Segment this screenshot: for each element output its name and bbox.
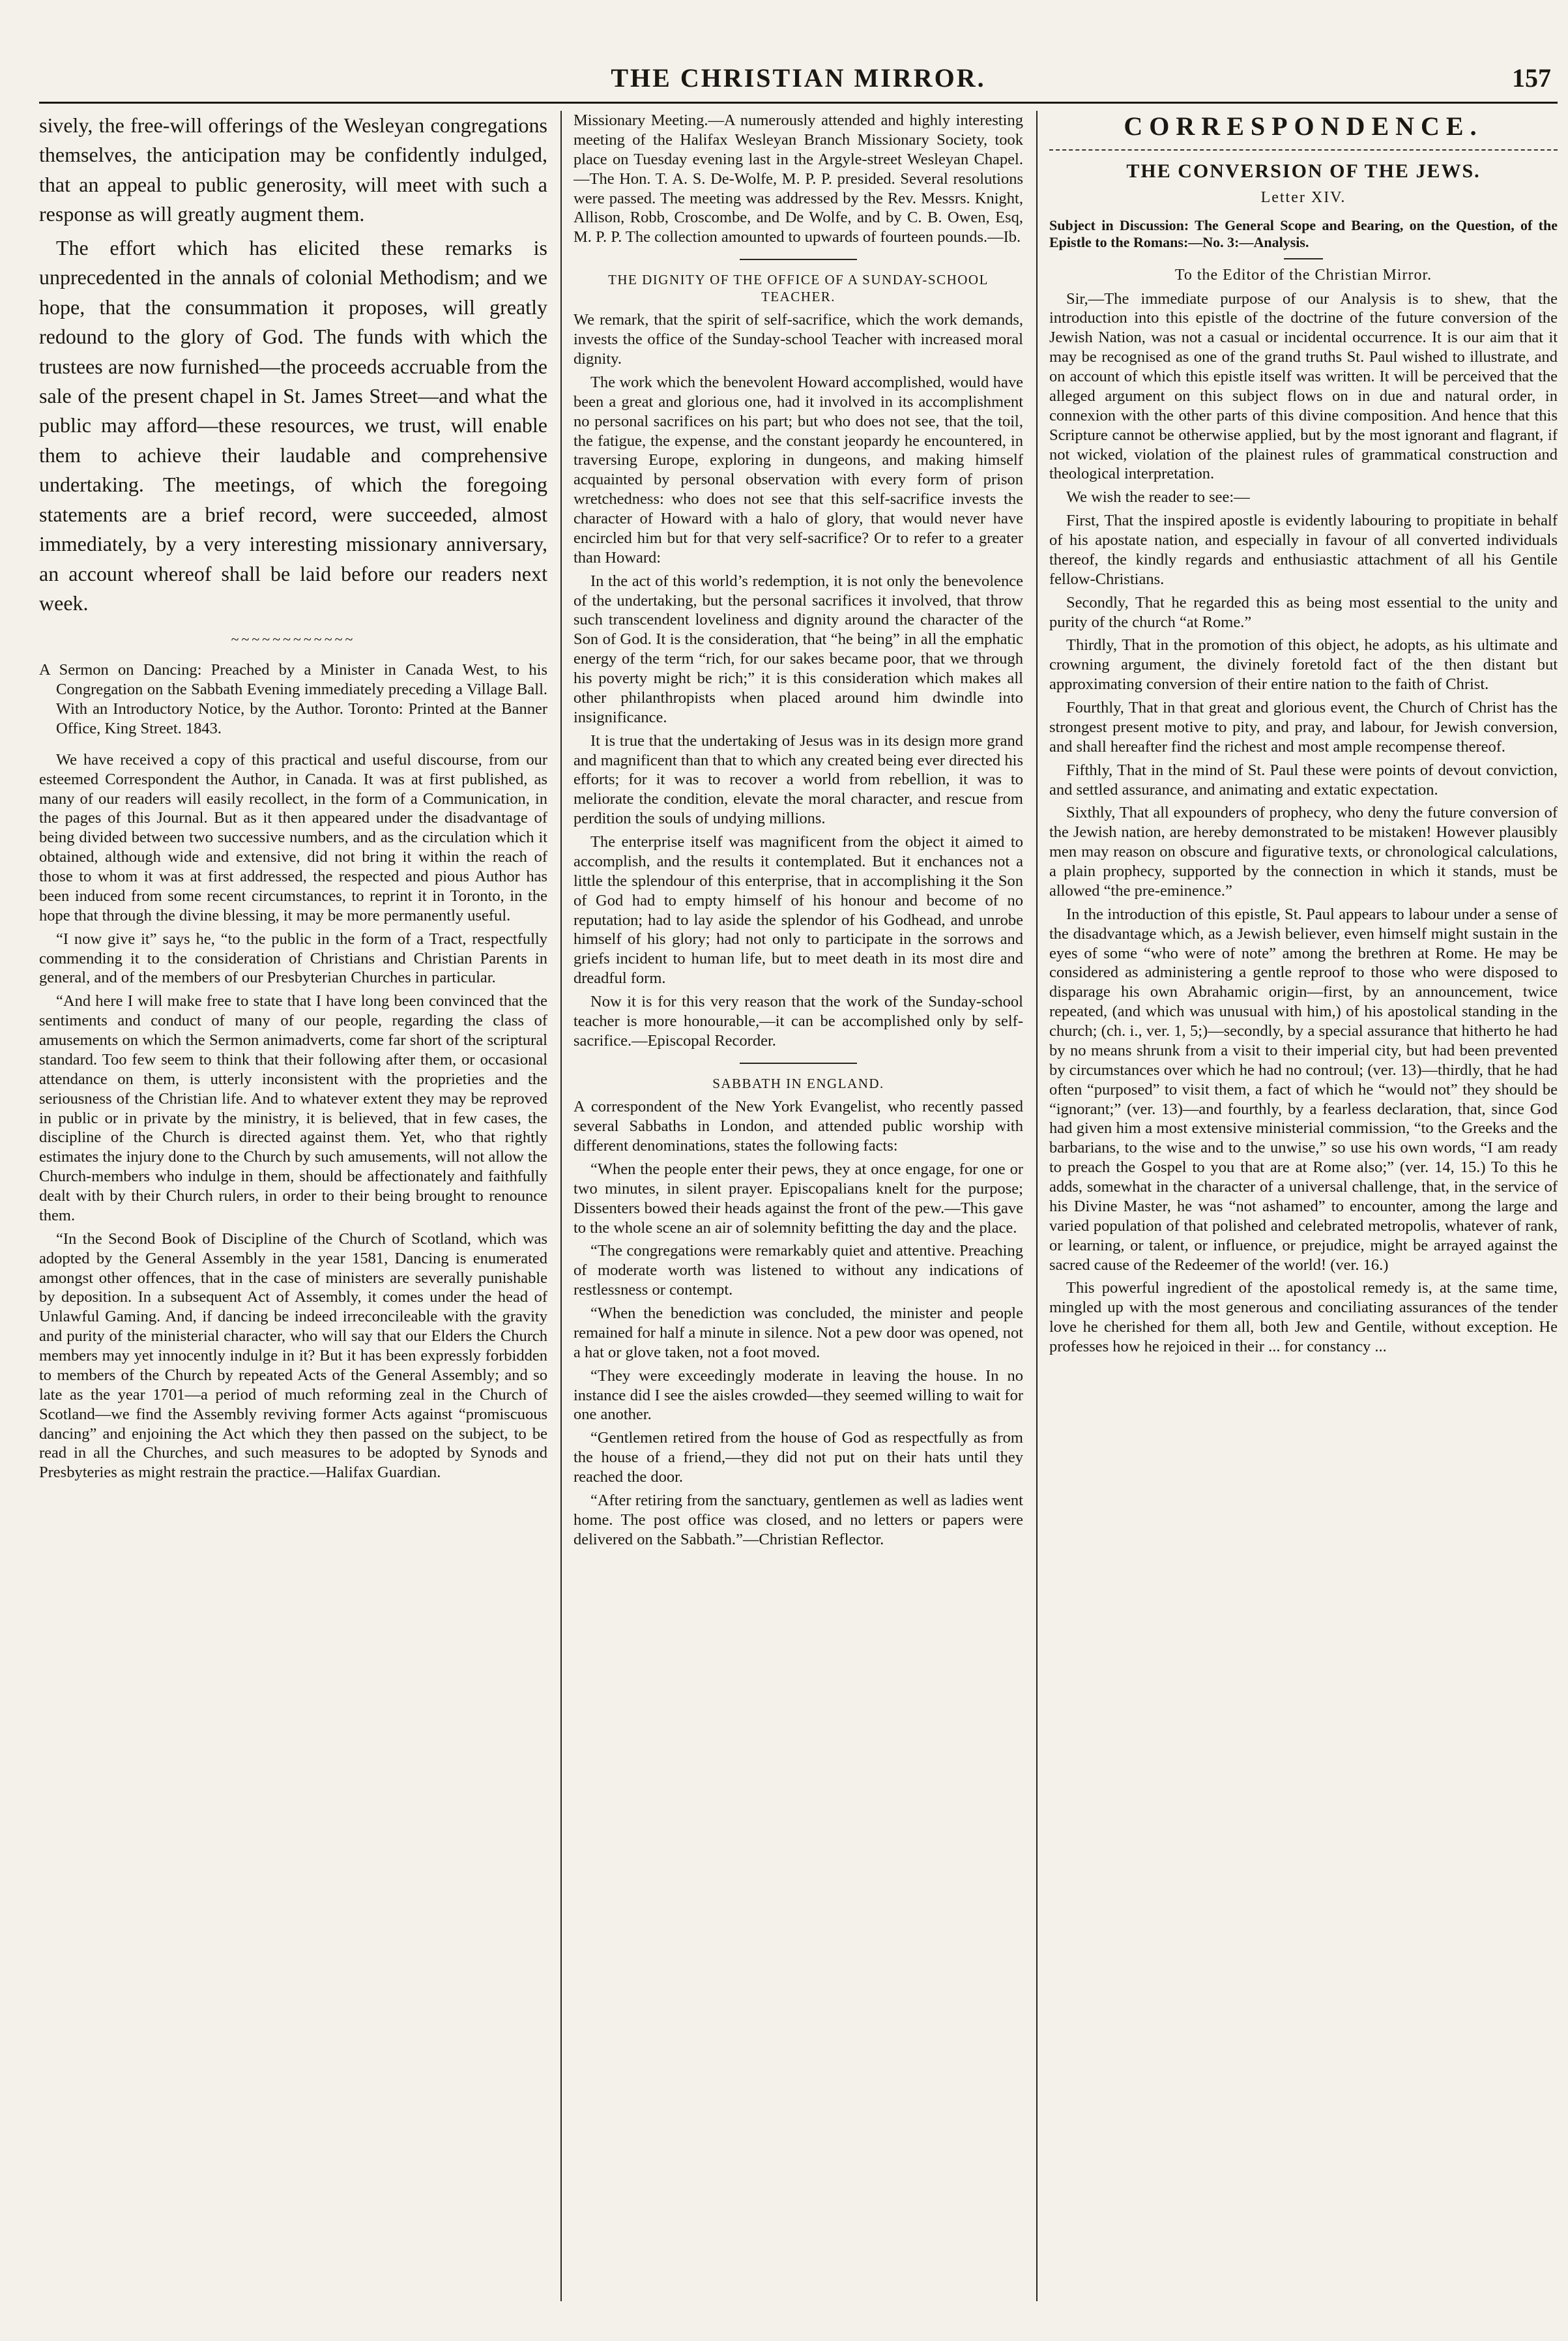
paragraph: In the introduction of this epistle, St. Paul appears to labour under a sense of the disadvantage which, as a Jewish believer, even himself might sustain in the eyes of some “who were of note” among the brethren at Rome. He may be considered as administering a gentle reproof to those who were disposed to disparage his own Abrahamic origin—first, by an announcement, twice repeated, (and which was unusual with him,) of his apostolical standing in the church; (ch. i., ver. 1, 5;)—secondly, by a special assurance that hitherto he had by no means shrunk from a visit to their imperial city, but had been prevented by circumstances over which he had no controul; (ver. 13)—thirdly, that he had often “purposed” to visit them, a fact of which he “would not” they should be “ignorant;” (ver. 13)—and fourthly, by a fearless declaration, that, since God had given him a most extensive ministerial commission, “to the Greeks and the barbarians, to the wise and to the unwise,” so use his own words, “I am ready to preach the Gospel to you that are at Rome also;” (ver. 14, 15.) To this he adds, somewhat in the character of a universal challenge, that, in the service of his Divine Master, he was “not ashamed” to encounter, among the large and varied population of that polished and celebrated metropolis, whatever of rank, or learning, or talent, or influence, or prejudice, might be arrayed against the sacred cause of the Redeemer of the world! (ver. 16.): [1049, 905, 1558, 1274]
paragraph: The work which the benevolent Howard accomplished, would have been a great and glorious one, had it involved in its accomplishment no personal sacrifices on his part; but who does not see, that the toil, the fatigue, the expense, and the constant jeopardy he encountered, in traversing Europe, exploring in dungeons, and making himself acquainted by personal observation with every form of prison wretchedness: who does not see that this self-sacrifice invests the character of Howard with a halo of glory, that would never have encircled him but for that very self-sacrifice? Or to refer to a greater than Howard:: [573, 373, 1023, 567]
paragraph: Thirdly, That in the promotion of this object, he adopts, as his ultimate and crowning argument, the divinely foretold fact of the then distant but approximating conversion of their entire nation to the faith of Christ.: [1049, 636, 1558, 694]
letter-title: THE CONVERSION OF THE JEWS.: [1126, 160, 1481, 182]
missionary-meeting-notice: Missionary Meeting.—A numerously attended and highly interesting meeting of the Halifax Wesleyan Branch Missionary Society, took place on Tuesday evening last in the Argyle-street Wesleyan Chapel.—The Hon. T. A. S. De-Wolfe, M. P. P. presided. Several resolutions were passed. The meeting was addressed by the Rev. Messrs. Knight, Allison, Robb, Croscombe, and De Wolfe, and by C. B. Owen, Esq, M. P. P. The collection amounted to upwards of fourteen pounds.—Ib.: [573, 111, 1023, 246]
paragraph: “After retiring from the sanctuary, gentlemen as well as ladies went home. The post office was closed, and no letters or papers were delivered on the Sabbath.”—Christian Reflector.: [573, 1491, 1023, 1548]
paragraph: Sixthly, That all expounders of prophecy, who deny the future conversion of the Jewish nation, are hereby demonstrated to be mistaken! However plausibly men may reason on obscure and figurative texts, or chronological calculations, a plain prophecy, supported by the connection in which it stands, must be allowed “the pre-eminence.”: [1049, 804, 1558, 900]
section-title: CORRESPONDENCE.: [1049, 111, 1558, 151]
paragraph: We have received a copy of this practical and useful discourse, from our esteemed Correspondent the Author, in Canada. It was at first published, as many of our readers will easily recollect, in the form of a Communication, in the pages of this Journal. But as it then appeared under the disadvantage of being divided between two successive numbers, and as the circulation which it obtained, although wide and extensive, did not bring it within the reach of those to whom it was at first addressed, the respected and pious Author has been induced from some recent circumstances, to reprint it in Toronto, in the hope that through the divine blessing, it may be more permanently useful.: [39, 750, 547, 924]
paragraph: Now it is for this very reason that the work of the Sunday-school teacher is more honourable,—it can be accomplished only by self-sacrifice.—Episcopal Recorder.: [573, 993, 1023, 1050]
paragraph: “And here I will make free to state that I have long been convinced that the sentiments and conduct of many of our people, regarding the class of amusements on which the Sermon animadverts, come far short of the scriptural standard. Too few seem to think that their following after them, or occasional attendance on them, is utterly inconsistent with the proprieties and the seriousness of the Christian life. And to whatever extent they may be reproved in public or in private by the ministry, it is believed, that in few cases, the discipline of the Church is directed against them. Yet, who that rightly estimates the injury done to the Church by such amusements, will not allow the Church-members who indulge in them, should be affectionately and faithfully dealt with by their Church rulers, in order to their being brought to renounce them.: [39, 992, 547, 1224]
paragraph: We wish the reader to see:—: [1066, 488, 1250, 507]
divider: [740, 259, 857, 260]
column-rule-2: [1036, 111, 1038, 2301]
paragraph: Sir,—The immediate purpose of our Analysis is to shew, that the introduction into this epistle of the doctrine of the future conversion of the Jewish Nation, was not a casual or incidental occurrence. It is our aim that it may be recognised as one of the grand truths St. Paul wished to illustrate, and on account of which this epistle itself was written. It will be perceived that the alleged argument on this subject flows on in due and natural order, in connexion with the other parts of this divine composition. And hence that this Scripture cannot be otherwise applied, but by the most ignorant and flagrant, if not wicked, violation of the plainest rules of grammatical construction and theological interpretation.: [1049, 289, 1558, 483]
article-heading: SABBATH IN ENGLAND.: [712, 1075, 884, 1091]
paragraph: First, That the inspired apostle is evidently labouring to propitiate in behalf of his apostate nation, and especially in favour of all converted individuals thereof, the kindly regards and enthusiastic attachment of all his Gentile fellow-Christians.: [1049, 512, 1558, 588]
paragraph: Secondly, That he regarded this as being most essential to the unity and purity of the church “at Rome.”: [1049, 593, 1558, 631]
paragraph: This powerful ingredient of the apostolical remedy is, at the same time, mingled up with the most generous and conciliating assurances of the tender love he cherished for them all, both Jew and Gentile, without exception. He professes how he rejoiced in their ... for constancy ...: [1049, 1279, 1558, 1356]
section-divider: ~~~~~~~~~~~~: [231, 631, 356, 648]
column-left: [39, 111, 547, 2301]
column-rule-1: [560, 111, 562, 2301]
letter-subject: Subject in Discussion: The General Scope and Bearing, on the Question, of the Epistle to the Romans:—No. 3:—Analysis.: [1049, 216, 1558, 251]
paragraph: Fifthly, That in the mind of St. Paul these were points of devout conviction, and settled assurance, and animating and extatic expectation.: [1049, 761, 1558, 799]
paragraph: A correspondent of the New York Evangelist, who recently passed several Sabbaths in London, and attended public worship with different denominations, states the following facts:: [573, 1098, 1023, 1155]
paragraph: “When the people enter their pews, they at once engage, for one or two minutes, in silent prayer. Episcopalians knelt for the purpose; Dissenters bowed their heads against the front of the pew.—This gave to the whole scene an air of solemnity befitting the day and the place.: [573, 1160, 1023, 1237]
paragraph: “When the benediction was concluded, the minister and people remained for half a minute in silence. Not a pew door was opened, not a hat or glove taken, not a foot moved.: [573, 1304, 1023, 1361]
divider: [1284, 258, 1323, 259]
paragraph: “In the Second Book of Discipline of the Church of Scotland, which was adopted by the General Assembly in the year 1581, Dancing is enumerated amongst other offences, that in the case of ministers are severally punishable by deposition. In a subsequent Act of Assembly, it comes under the head of Unlawful Gaming. And, if dancing be indeed irreconcileable with the gravity and purity of the ministerial character, who will say that our Elders the Church members may yet innocently indulge in it? But it has been expressly forbidden to members of the Church by repeated Acts of the General Assembly; and so late as the year 1701—a period of much reforming zeal in the Church of Scotland—we find the Assembly reviving former Acts against “promiscuous dancing” and enjoining the Act which they then passed on the subject, to be read in all the Churches, and such measures to be adopted by Synods and Presbyteries as might restrain the practice.—Halifax Guardian.: [39, 1229, 547, 1482]
editor-address: To the Editor of the Christian Mirror.: [1174, 267, 1432, 284]
review-heading: A Sermon on Dancing: Preached by a Minister in Canada West, to his Congregation on the Sabbath Evening immediately preceding a Village Ball. With an Introductory Notice, by the Author. Toronto: Printed at the Banner Office, King Street. 1843.: [39, 661, 547, 737]
paragraph: sively, the free-will offerings of the Wesleyan congregations themselves, the anticipation may be confidently indulged, that an appeal to public generosity, will meet with such a response as will greatly augment them.: [39, 113, 547, 226]
paragraph: “The congregations were remarkably quiet and attentive. Preaching of moderate worth was listened to without any indications of restlessness or contempt.: [573, 1242, 1023, 1299]
paragraph: The enterprise itself was magnificent from the object it aimed to accomplish, and the results it contemplated. But it enchances not a little the splendour of this enterprise, that in accomplishing it the Son of God had to empty himself of his honour and become of no reputation; had to lay aside the splendor of his Godhead, and unrobe himself of his glory; had not only to participate in the sorrows and griefs incident to human life, but to meet death in its most dire and dreadful form.: [573, 833, 1023, 988]
masthead: [39, 63, 1558, 104]
article-heading: THE DIGNITY OF THE OFFICE OF A SUNDAY-SCHOOL TEACHER.: [608, 272, 989, 304]
paragraph: In the act of this world’s redemption, it is not only the benevolence of the undertaking, but the personal sacrifices it involved, that throw such transcendent loveliness and dignity around the character of the Son of God. It is the consideration, that “he being” in all the emphatic energy of the term “rich, for our sakes became poor, that we through his poverty might be rich;” it is this consideration which makes all other philanthropists when placed around him dwindle into insignificance.: [573, 572, 1023, 726]
paragraph: The effort which has elicited these remarks is unprecedented in the annals of colonial Methodism; and we hope, that the consummation it proposes, will greatly redound to the glory of God. The funds with which the trustees are now furnished—the proceeds accruable from the sale of the present chapel in St. James Street—and what the public may afford—these resources, we trust, will enable them to achieve their laudable and comprehensive undertaking. The meetings, of which the foregoing statements are a brief record, were succeeded, almost immediately, by a very interesting missionary anniversary, an account whereof shall be laid before our readers next week.: [39, 235, 547, 615]
column-middle: [573, 111, 1023, 2301]
paragraph: “I now give it” says he, “to the public in the form of a Tract, respectfully commending it to the consideration of Christians and Christian Parents in general, and of the members of our Presbyterian Churches in particular.: [39, 930, 547, 987]
paragraph: We remark, that the spirit of self-sacrifice, which the work demands, invests the office of the Sunday-school Teacher with increased moral dignity.: [573, 311, 1023, 368]
missionary-article-continuation: [39, 111, 547, 618]
paragraph: “Gentlemen retired from the house of God as respectfully as from the house of a friend,—they did not put on their hats until they reached the door.: [573, 1429, 1023, 1486]
paragraph: “They were exceedingly moderate in leaving the house. In no instance did I see the aisles crowded—they seemed willing to wait for one another.: [573, 1366, 1023, 1424]
page-number: 157: [1512, 63, 1551, 93]
paragraph: It is true that the undertaking of Jesus was in its design more grand and magnificent than that to which any created being ever directed his efforts; for it was to recover a world from rebellion, it was to meliorate the condition, elevate the moral character, and rescue from perdition the souls of undying millions.: [573, 731, 1023, 828]
running-title: THE CHRISTIAN MIRROR.: [611, 63, 986, 93]
divider: [740, 1063, 857, 1064]
column-right: [1049, 111, 1558, 2301]
letter-number: Letter XIV.: [1260, 189, 1346, 207]
paragraph: Fourthly, That in that great and glorious event, the Church of Christ has the strongest present motive to pity, and pray, and labour, for Jewish conversion, and shall hereafter find the richest and most ample recompense thereof.: [1049, 699, 1558, 756]
